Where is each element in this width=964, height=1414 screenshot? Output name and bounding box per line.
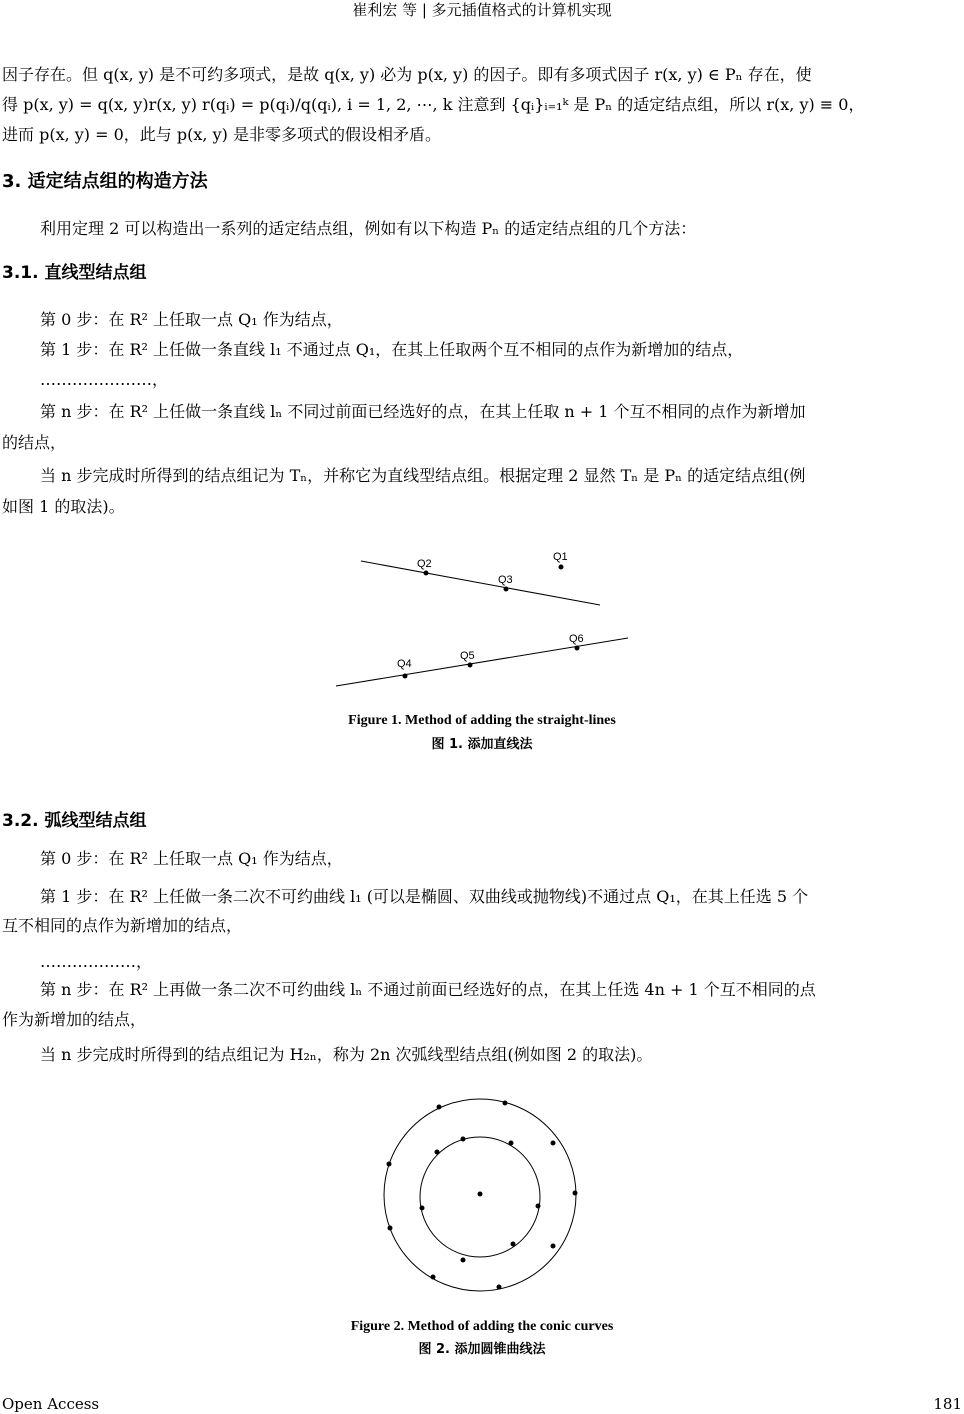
text-line: …………………， [40, 370, 169, 389]
text-line: 第 n 步：在 R² 上再做一条二次不可约曲线 lₙ 不通过前面已经选好的点，在其上任选 4n + 1 个互不相同的点 [40, 980, 816, 999]
node-point [573, 1191, 578, 1196]
node-point [461, 1258, 466, 1263]
text-line: 第 0 步：在 R² 上任取一点 Q₁ 作为结点， [40, 849, 343, 868]
label-q1: Q1 [553, 551, 568, 563]
node-point [420, 1206, 425, 1211]
point-q1 [559, 565, 564, 570]
node-point [497, 1285, 502, 1290]
label-q6: Q6 [569, 633, 584, 645]
node-point [551, 1141, 556, 1146]
running-header: 崔利宏 等 | 多元插值格式的计算机实现 [352, 1, 612, 19]
node-point [388, 1226, 393, 1231]
node-point [437, 1105, 442, 1110]
text-line: 第 0 步：在 R² 上任取一点 Q₁ 作为结点， [40, 310, 343, 329]
page-number: 181 [933, 1395, 962, 1413]
label-q5: Q5 [460, 650, 475, 662]
text-line: 利用定理 2 可以构造出一系列的适定结点组，例如有以下构造 Pₙ 的适定结点组的几个方法： [40, 219, 697, 238]
point-q4 [403, 674, 408, 679]
point-q5 [468, 663, 473, 668]
footer-left: Open Access [2, 1395, 100, 1413]
line-l1 [361, 561, 600, 605]
text-line: 第 n 步：在 R² 上任做一条直线 lₙ 不同过前面已经选好的点，在其上任取 n + 1 个互不相同的点作为新增加 [40, 402, 806, 421]
node-point [435, 1150, 440, 1155]
node-point [503, 1101, 508, 1106]
node-point [431, 1275, 436, 1280]
point-q3 [504, 587, 509, 592]
text-line: 互不相同的点作为新增加的结点， [2, 916, 243, 935]
text-line: 当 n 步完成时所得到的结点组记为 Tₙ，并称它为直线型结点组。根据定理 2 显然 Tₙ 是 Pₙ 的适定结点组(例 [40, 466, 806, 485]
text-line: 第 1 步：在 R² 上任做一条二次不可约曲线 l₁ (可以是椭圆、双曲线或抛物线)不通过点 Q₁，在其上任选 5 个 [40, 887, 809, 906]
node-point [509, 1141, 514, 1146]
text-line: 第 1 步：在 R² 上任做一条直线 l₁ 不通过点 Q₁，在其上任取两个互不相同的点作为新增加的结点， [40, 340, 744, 359]
subsection-heading: 3.2. 弧线型结点组 [2, 811, 147, 831]
text-line: 因子存在。但 q(x, y) 是不可约多项式，是故 q(x, y) 必为 p(x, y) 的因子。即有多项式因子 r(x, y) ∈ Pₙ 存在，使 [2, 65, 812, 84]
point-q6 [575, 646, 580, 651]
figure-2-caption-cn: 图 2. 添加圆锥曲线法 [418, 1342, 546, 1357]
subsection-heading: 3.1. 直线型结点组 [2, 263, 147, 283]
text-line: 如图 1 的取法)。 [2, 497, 125, 516]
text-line: 的结点， [2, 433, 67, 452]
figure-2 [384, 1099, 578, 1291]
text-line: 作为新增加的结点， [2, 1010, 147, 1029]
text-line: ………………， [40, 952, 153, 971]
node-point [387, 1162, 392, 1167]
node-point [478, 1192, 483, 1197]
text-line: 进而 p(x, y) = 0，此与 p(x, y) 是非零多项式的假设相矛盾。 [2, 125, 441, 144]
text-line: 当 n 步完成时所得到的结点组记为 H₂ₙ，称为 2n 次弧线型结点组(例如图 2 的取法)。 [40, 1045, 653, 1064]
section-heading: 3. 适定结点组的构造方法 [2, 171, 208, 192]
label-q4: Q4 [397, 658, 412, 670]
figure-2-caption-en: Figure 2. Method of adding the conic curves [350, 1319, 614, 1334]
figure-1-caption-en: Figure 1. Method of adding the straight-lines [348, 713, 616, 728]
node-point [461, 1137, 466, 1142]
inner-conic [420, 1137, 540, 1257]
node-point [511, 1242, 516, 1247]
point-q2 [424, 571, 429, 576]
label-q3: Q3 [498, 574, 513, 586]
text-line: 得 p(x, y) = q(x, y)r(x, y) r(qᵢ) = p(qᵢ)/q(qᵢ), i = 1, 2, ⋯, k 注意到 {qᵢ}ᵢ₌₁ᵏ 是 Pₙ 的适定结点组，所以 r(x, y) ≡ 0， [2, 95, 865, 114]
node-point [536, 1204, 541, 1209]
line-l2 [336, 638, 628, 686]
label-q2: Q2 [417, 558, 432, 570]
node-point [551, 1244, 556, 1249]
figure-1 [336, 551, 628, 686]
figure-1-caption-cn: 图 1. 添加直线法 [431, 737, 533, 752]
